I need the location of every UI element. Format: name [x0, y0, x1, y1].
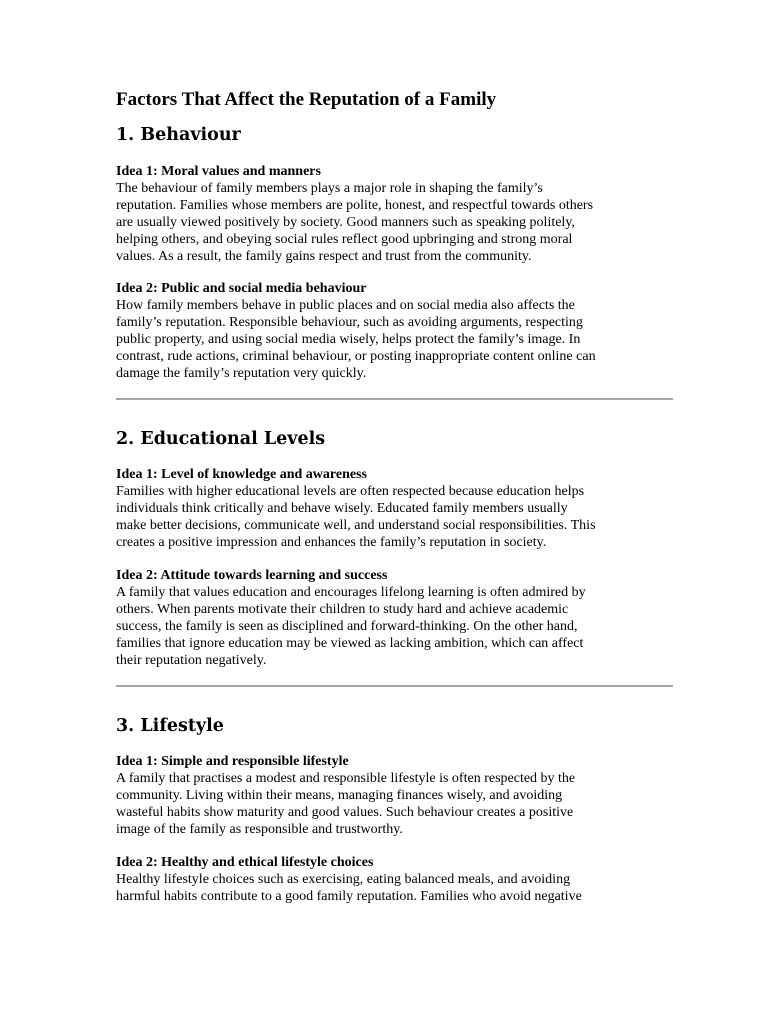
idea-paragraph [116, 584, 676, 669]
paragraph-line: harmful habits contribute to a good family reputation. Families who avoid negative [116, 889, 582, 904]
paragraph-line: contrast, rude actions, criminal behaviour, or posting inappropriate content online can [116, 349, 596, 364]
paragraph-line: public property, and using social media wisely, helps protect the family’s image. In [116, 332, 581, 347]
paragraph-line: values. As a result, the family gains respect and trust from the community. [116, 249, 532, 264]
paragraph-line: Healthy lifestyle choices such as exercising, eating balanced meals, and avoiding [116, 872, 571, 887]
section-heading: 3. Lifestyle [116, 716, 224, 736]
idea-heading: Idea 1: Level of knowledge and awareness [116, 467, 367, 482]
section-lifestyle [116, 715, 676, 904]
idea-paragraph [116, 871, 676, 905]
section-heading: 1. Behaviour [116, 125, 241, 145]
paragraph-line: Families with higher educational levels are often respected because education helps [116, 484, 585, 499]
idea-paragraph [116, 297, 676, 382]
idea-heading: Idea 1: Simple and responsible lifestyle [116, 754, 349, 769]
paragraph-line: creates a positive impression and enhances the family’s reputation in society. [116, 535, 547, 550]
idea-paragraph [116, 483, 676, 551]
idea-heading: Idea 2: Attitude towards learning and success [116, 568, 388, 583]
section-divider [116, 685, 673, 687]
idea-block [116, 280, 676, 382]
paragraph-line: family’s reputation. Responsible behaviour, such as avoiding arguments, respecting [116, 315, 583, 330]
section-divider [116, 398, 673, 400]
idea-block [116, 163, 676, 265]
idea-paragraph [116, 770, 676, 838]
paragraph-line: community. Living within their means, managing finances wisely, and avoiding [116, 788, 563, 803]
paragraph-line: image of the family as responsible and trustworthy. [116, 822, 403, 837]
paragraph-line: damage the family’s reputation very quickly. [116, 366, 367, 381]
section-heading: 2. Educational Levels [116, 429, 326, 449]
idea-paragraph [116, 180, 676, 265]
paragraph-line: A family that practises a modest and responsible lifestyle is often respected by the [116, 771, 576, 786]
paragraph-line: success, the family is seen as disciplined and forward-thinking. On the other hand, [116, 619, 578, 634]
paragraph-line: The behaviour of family members plays a major role in shaping the family’s [116, 181, 543, 196]
document-title: Factors That Affect the Reputation of a Family [116, 89, 497, 110]
paragraph-line: others. When parents motivate their children to study hard and achieve academic [116, 602, 569, 617]
paragraph-line: wasteful habits show maturity and good values. Such behaviour creates a positive [116, 805, 574, 820]
idea-block [116, 753, 676, 838]
paragraph-line: families that ignore education may be viewed as lacking ambition, which can affect [116, 636, 584, 651]
section-educational-levels [116, 428, 676, 668]
paragraph-line: individuals think critically and behave wisely. Educated family members usually [116, 501, 568, 516]
paragraph-line: are usually viewed positively by society. Good manners such as speaking politely, [116, 215, 575, 230]
idea-block [116, 854, 676, 905]
idea-heading: Idea 2: Public and social media behaviour [116, 281, 367, 296]
paragraph-line: reputation. Families whose members are polite, honest, and respectful towards others [116, 198, 594, 213]
paragraph-line: make better decisions, communicate well, and understand social responsibilities. This [116, 518, 596, 533]
idea-heading: Idea 2: Healthy and ethical lifestyle choices [116, 855, 374, 870]
paragraph-line: A family that values education and encourages lifelong learning is often admired by [116, 585, 586, 600]
paragraph-line: their reputation negatively. [116, 653, 267, 668]
paragraph-line: helping others, and obeying social rules reflect good upbringing and strong moral [116, 232, 573, 247]
idea-heading: Idea 1: Moral values and manners [116, 164, 321, 179]
section-behaviour [116, 124, 676, 381]
idea-block [116, 466, 676, 551]
paragraph-line: How family members behave in public places and on social media also affects the [116, 298, 575, 313]
idea-block [116, 567, 676, 669]
